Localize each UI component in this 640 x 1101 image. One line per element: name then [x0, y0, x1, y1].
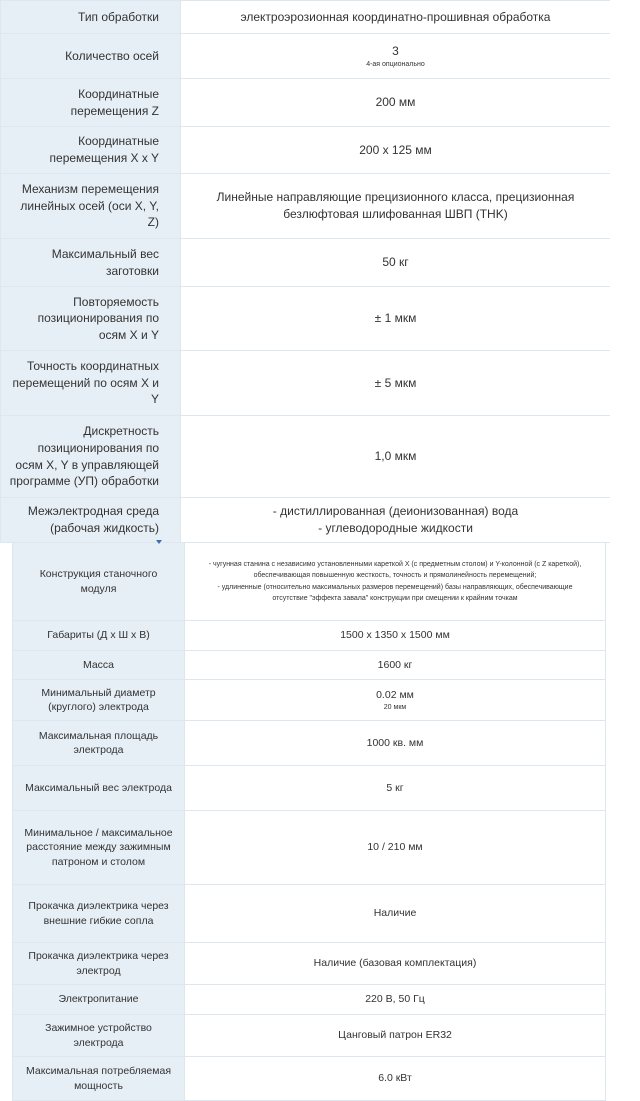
spec-value-note: 4-ая опционально	[366, 61, 425, 69]
spec-key: Максимальный вес заготовки	[1, 239, 181, 287]
spec-key: Координатные перемещения Z	[1, 79, 181, 127]
spec-table-top	[0, 0, 611, 543]
spec-value: 5 кг	[185, 766, 606, 811]
table-row	[1, 239, 611, 287]
table-row	[13, 811, 606, 885]
table-row	[1, 351, 611, 416]
spec-value: 6.0 кВт	[185, 1057, 606, 1101]
spec-value: ± 1 мкм	[181, 287, 611, 351]
table-row	[13, 1057, 606, 1101]
table-row	[1, 34, 611, 79]
table-row	[13, 1015, 606, 1057]
table-row	[1, 79, 611, 127]
table-row	[13, 680, 606, 721]
spec-key: Максимальный вес электрода	[13, 766, 185, 811]
spec-value: 1000 кв. мм	[185, 721, 606, 766]
spec-value: Цанговый патрон ER32	[185, 1015, 606, 1057]
spec-key: Электропитание	[13, 985, 185, 1015]
table-row	[13, 543, 606, 621]
spec-key: Прокачка диэлектрика через внешние гибкие сопла	[13, 885, 185, 943]
spec-value: 200 мм	[181, 79, 611, 127]
spec-key: Прокачка диэлектрика через электрод	[13, 943, 185, 985]
spec-value: электроэрозионная координатно-прошивная обработка	[181, 1, 611, 34]
spec-value-line: - углеводородные жидкости	[318, 521, 473, 535]
table-row	[1, 416, 611, 498]
chevron-down-icon	[156, 540, 162, 544]
spec-key: Зажимное устройство электрода	[13, 1015, 185, 1057]
spec-key: Межэлектродная среда (рабочая жидкость)	[1, 498, 181, 543]
spec-key: Максимальная потребляемая мощность	[13, 1057, 185, 1101]
spec-value: - чугунная станина с независимо установленными кареткой X (с предметным столом) и Y-колонной (с Z кареткой), обеспечивающая повышенную жесткость, точность и прямолинейность перемещений; - удлиненные (относительно максимальных размеров перемещений) базы направляющих, обеспечивающие отсутствие "эффекта завала" конструкции при смещении к крайним точкам	[185, 543, 606, 621]
table-row	[13, 766, 606, 811]
spec-key: Координатные перемещения X x Y	[1, 127, 181, 174]
spec-value-cell	[185, 680, 606, 721]
table-row	[13, 943, 606, 985]
spec-key: Точность координатных перемещений по осям X и Y	[1, 351, 181, 416]
spec-value: 200 x 125 мм	[181, 127, 611, 174]
spec-key: Минимальный диаметр (круглого) электрода	[13, 680, 185, 721]
spec-key: Минимальное / максимальное расстояние между зажимным патроном и столом	[13, 811, 185, 885]
spec-value-cell	[181, 498, 611, 543]
spec-value: Наличие (базовая комплектация)	[185, 943, 606, 985]
spec-value: 1500 х 1350 х 1500 мм	[185, 621, 606, 651]
spec-value-line: - дистиллированная (деионизованная) вода	[272, 504, 519, 519]
spec-value: 3	[392, 43, 399, 58]
spec-key: Количество осей	[1, 34, 181, 79]
spec-value-note: 20 мкм	[383, 704, 407, 712]
spec-value-cell	[181, 34, 611, 79]
spec-key: Повторяемость позиционирования по осям X и Y	[1, 287, 181, 351]
table-row	[1, 1, 611, 34]
table-row	[13, 651, 606, 680]
table-row	[13, 721, 606, 766]
table-row	[1, 287, 611, 351]
spec-key: Масса	[13, 651, 185, 680]
spec-key: Тип обработки	[1, 1, 181, 34]
spec-value: 10 / 210 мм	[185, 811, 606, 885]
table-row	[13, 985, 606, 1015]
spec-value: Наличие	[185, 885, 606, 943]
spec-value: 50 кг	[181, 239, 611, 287]
spec-value: 1,0 мкм	[181, 416, 611, 498]
spec-value: ± 5 мкм	[181, 351, 611, 416]
spec-table-bottom	[12, 542, 606, 1101]
table-row	[1, 127, 611, 174]
table-row	[1, 498, 611, 543]
spec-value: 0.02 мм	[376, 688, 414, 701]
spec-key: Габариты (Д х Ш х В)	[13, 621, 185, 651]
right-gutter	[610, 0, 640, 1092]
table-row	[13, 621, 606, 651]
table-row	[1, 174, 611, 239]
spec-key: Конструкция станочного модуля	[13, 543, 185, 621]
spec-value: Линейные направляющие прецизионного класса, прецизионная безлюфтовая шлифованная ШВП (THK)	[181, 174, 611, 239]
table-row	[13, 885, 606, 943]
spec-value: 220 В, 50 Гц	[185, 985, 606, 1015]
spec-key: Механизм перемещения линейных осей (оси X, Y, Z)	[1, 174, 181, 239]
spec-key: Максимальная площадь электрода	[13, 721, 185, 766]
spec-value: 1600 кг	[185, 651, 606, 680]
spec-key: Дискретность позиционирования по осям X, Y в управляющей программе (УП) обработки	[1, 416, 181, 498]
